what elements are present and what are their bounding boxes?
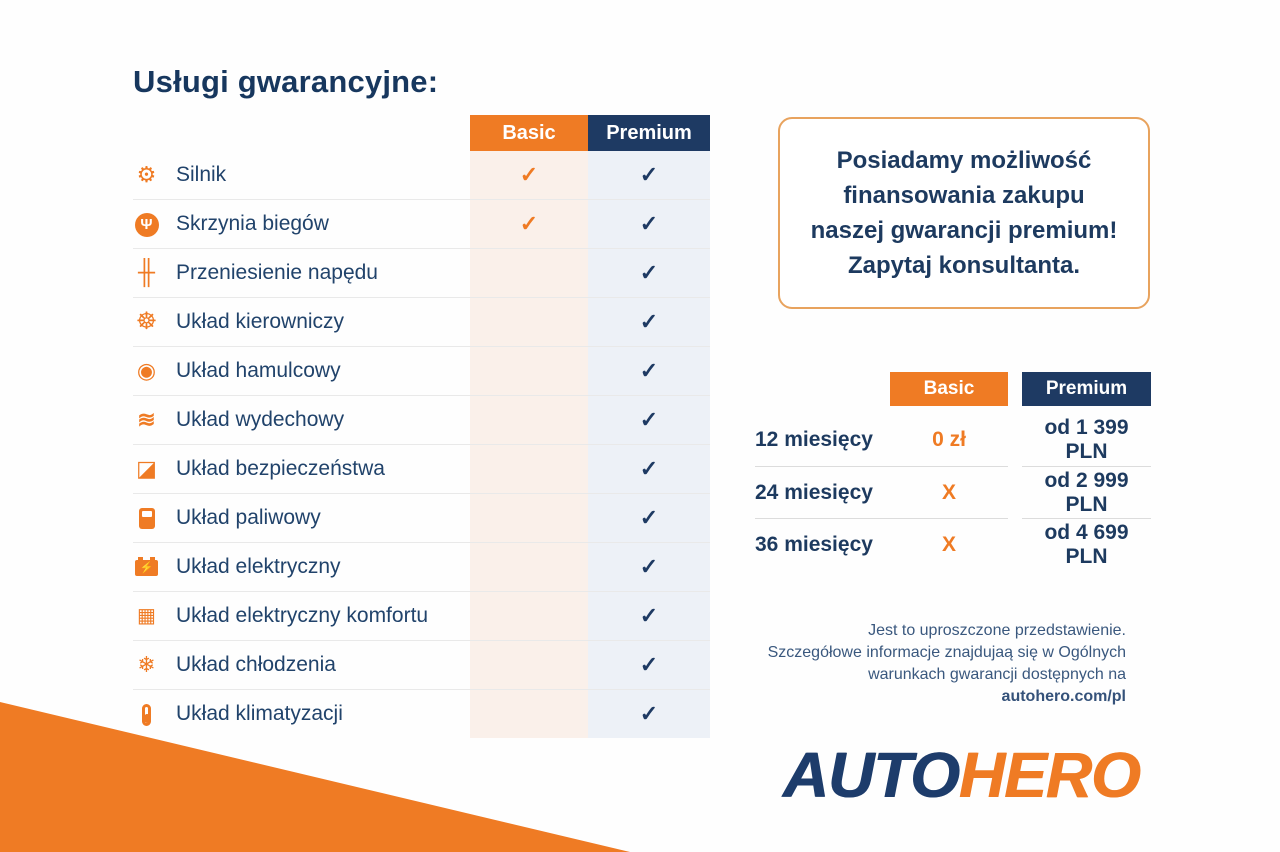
warranty-table-header — [133, 115, 710, 151]
warranty-table-body — [133, 151, 710, 738]
row-label: Układ elektryczny komfortu — [176, 604, 429, 627]
premium-check-icon: ✓ — [639, 456, 659, 481]
autohero-logo — [755, 738, 1167, 812]
premium-price: od 4 699 PLN — [1022, 518, 1151, 570]
premium-price: od 1 399 PLN — [1044, 416, 1129, 463]
exhaust-icon: ≋ — [137, 407, 156, 432]
basic-price: X — [890, 518, 1008, 570]
basic-check-icon: ✓ — [519, 162, 539, 187]
premium-column-header: Premium — [588, 115, 710, 151]
page-title: Usługi gwarancyjne: — [133, 64, 439, 99]
thermometer-icon — [133, 702, 160, 725]
table-row-drivetrain — [133, 249, 710, 298]
period-label: 12 miesięcy — [755, 428, 873, 451]
table-row-engine — [133, 151, 710, 200]
disclaimer-line-3: warunkach gwarancji dostępnych na — [868, 666, 1126, 683]
disclaimer-line-2: Szczegółowe informacje znajdujaą się w Ogólnych — [767, 644, 1126, 661]
promo-line: Posiadamy możliwość — [836, 147, 1092, 174]
battery-icon: ⚡ — [133, 556, 160, 578]
table-row-steering — [133, 298, 710, 347]
premium-check-icon: ✓ — [639, 211, 659, 236]
snowflake-icon: ❄ — [137, 652, 156, 677]
premium-check-icon: ✓ — [639, 554, 659, 579]
premium-check-icon: ✓ — [639, 309, 659, 334]
premium-check-icon: ✓ — [639, 603, 659, 628]
row-label: Układ klimatyzacji — [176, 702, 343, 725]
pricing-row-24-months — [755, 466, 1151, 518]
table-row-brakes — [133, 347, 710, 396]
row-label: Układ paliwowy — [176, 506, 321, 529]
logo-part-auto: AUTO — [782, 739, 959, 811]
premium-check-icon: ✓ — [639, 652, 659, 677]
financing-promo-box — [778, 117, 1150, 309]
premium-check-icon: ✓ — [639, 701, 659, 726]
autohero-url-link[interactable]: autohero.com/pl — [1001, 688, 1126, 705]
basic-column-header: Basic — [470, 115, 588, 151]
row-label: Układ hamulcowy — [176, 359, 341, 382]
table-row-comfort-electrical — [133, 592, 710, 641]
steering-wheel-icon: ☸ — [135, 308, 158, 335]
seatbelt-icon: ◪ — [136, 456, 157, 481]
row-label: Układ chłodzenia — [176, 653, 336, 676]
table-row-exhaust — [133, 396, 710, 445]
row-label: Układ bezpieczeństwa — [176, 457, 385, 480]
drivetrain-icon: ╫ — [137, 259, 155, 286]
pricing-premium-header: Premium — [1022, 372, 1151, 406]
row-label: Przeniesienie napędu — [176, 261, 378, 284]
warranty-table — [133, 115, 710, 738]
chip-icon: ▦ — [137, 605, 156, 627]
row-label: Silnik — [176, 163, 227, 186]
table-row-air-conditioning — [133, 690, 710, 738]
table-row-cooling — [133, 641, 710, 690]
disclaimer-line-1: Jest to uproszczone przedstawienie. — [868, 622, 1126, 639]
pricing-basic-header: Basic — [890, 372, 1008, 406]
premium-price: od 2 999 PLN — [1022, 466, 1151, 518]
row-label: Układ kierowniczy — [176, 310, 345, 333]
engine-icon: ⚙ — [136, 162, 157, 187]
premium-check-icon: ✓ — [639, 260, 659, 285]
promo-line: Zapytaj konsultanta. — [847, 252, 1081, 279]
row-label: Skrzynia biegów — [176, 212, 329, 235]
period-label: 36 miesięcy — [755, 518, 890, 570]
basic-check-icon: ✓ — [519, 211, 539, 236]
pricing-row-36-months — [755, 518, 1151, 570]
premium-check-icon: ✓ — [639, 358, 659, 383]
premium-check-icon: ✓ — [639, 505, 659, 530]
table-row-electrical — [133, 543, 710, 592]
basic-price: X — [890, 466, 1008, 518]
table-row-gearbox — [133, 200, 710, 249]
pricing-table — [755, 372, 1151, 570]
premium-check-icon: ✓ — [639, 162, 659, 187]
table-row-fuel — [133, 494, 710, 543]
promo-line: finansowania zakupu — [843, 182, 1085, 209]
pricing-header-row — [755, 372, 1151, 406]
period-label: 24 miesięcy — [755, 466, 890, 518]
gearbox-icon: Ψ — [133, 211, 160, 237]
logo-part-hero: HERO — [958, 739, 1140, 811]
premium-check-icon: ✓ — [639, 407, 659, 432]
disclaimer-text — [740, 620, 1126, 708]
pricing-row-12-months — [755, 414, 1151, 466]
brake-icon: ◉ — [136, 358, 157, 383]
promo-line: naszej gwarancji premium! — [810, 217, 1118, 244]
fuel-pump-icon — [133, 507, 160, 530]
row-label: Układ wydechowy — [176, 408, 345, 431]
row-label: Układ elektryczny — [176, 555, 341, 578]
basic-price: 0 zł — [932, 428, 966, 451]
table-row-safety — [133, 445, 710, 494]
